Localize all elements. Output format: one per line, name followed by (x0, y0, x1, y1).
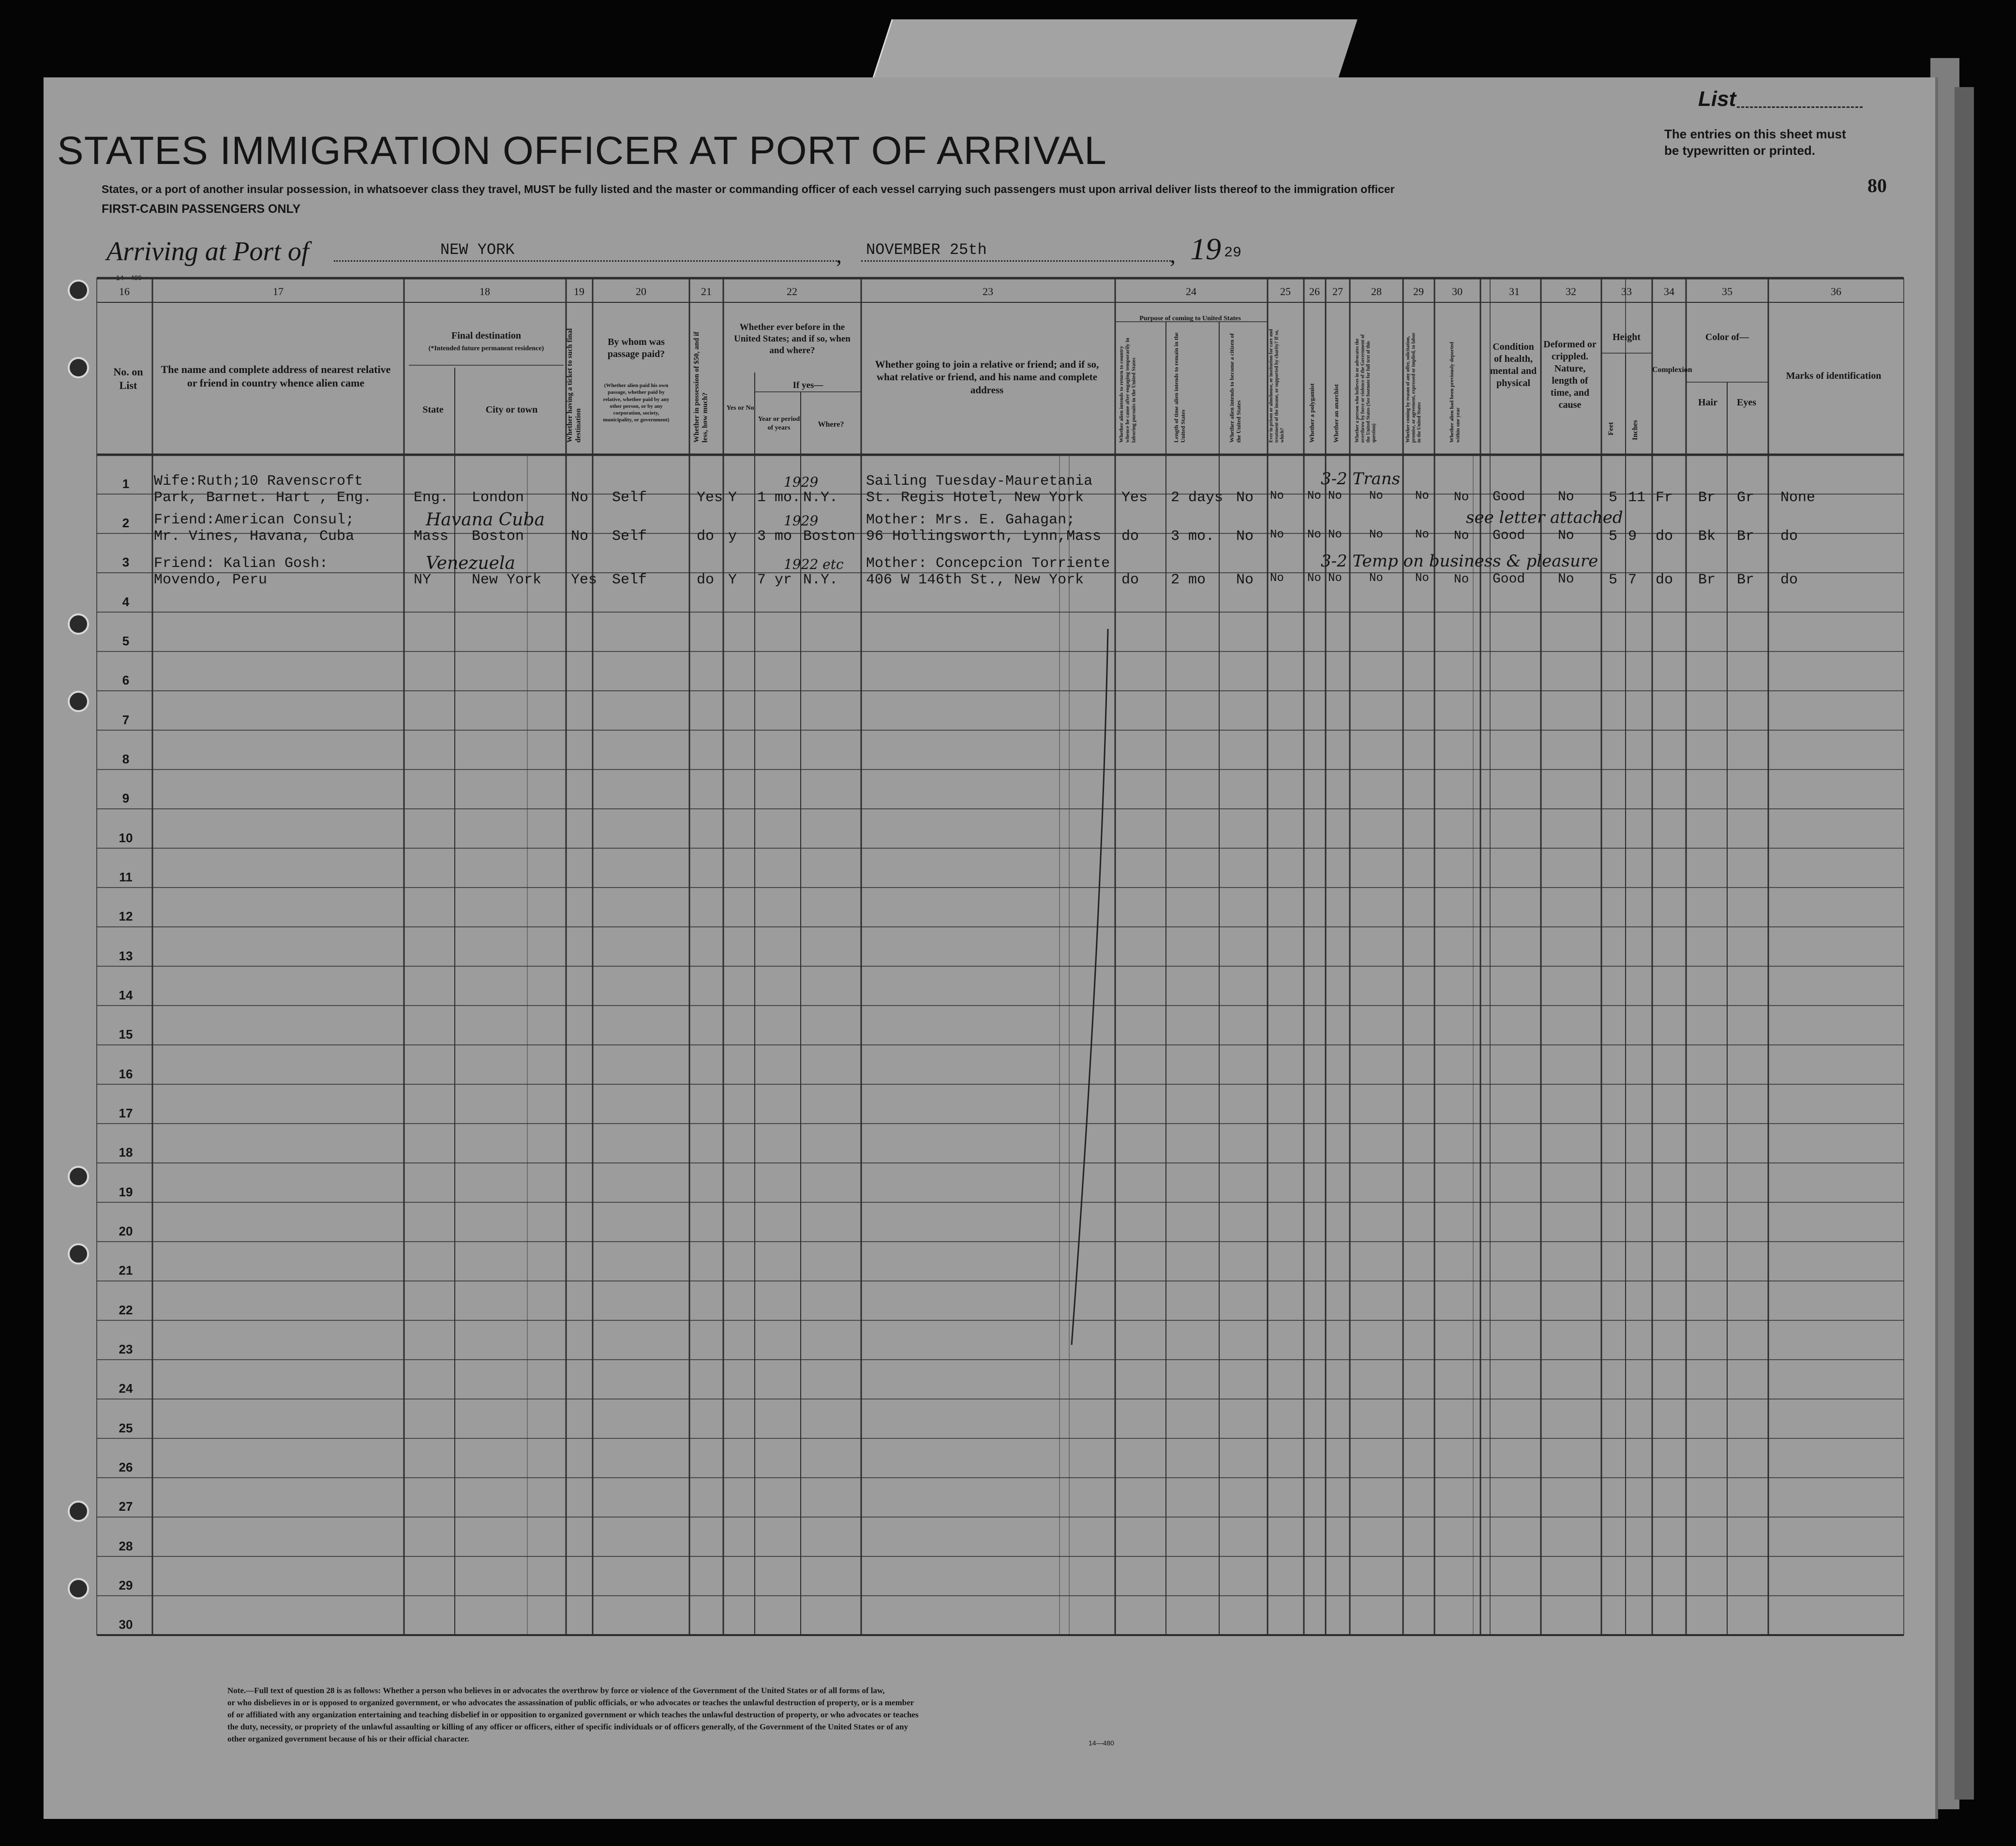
header-before-in-us: Whether ever before in the United States; and if so, when and where? (734, 322, 851, 356)
relative-address: Mr. Vines, Havana, Cuba (154, 528, 355, 545)
row-number: 12 (119, 909, 133, 924)
header-eyes: Eyes (1737, 397, 1756, 408)
hair-color: Br (1698, 490, 1716, 506)
row-number: 22 (119, 1302, 133, 1317)
identification-marks: do (1780, 528, 1798, 545)
deported-value: No (1454, 572, 1469, 586)
prison-value: No (1270, 528, 1284, 541)
header-if-yes: If yes— (792, 380, 823, 390)
header-question-29: Whether coming by reason of any offer, solicitation, promise, or agreement, expressed or implied, to labor in the United States (1405, 332, 1422, 443)
row-number: 9 (122, 791, 130, 806)
column-number: 33 (1621, 285, 1632, 298)
instruction-text: States, or a port of another insular possession, in whatsoever class they travel, MUST be fully listed and the master or commanding officer of each vessel carrying such passengers must upon arrival deliver lists thereof to the immigration officer (102, 183, 1395, 195)
row-number: 28 (119, 1538, 133, 1553)
column-number: 28 (1371, 285, 1382, 298)
binder-hole (68, 1501, 89, 1522)
column-number: 18 (479, 285, 490, 298)
binder-hole (68, 357, 89, 378)
comma-2: , (1170, 242, 1176, 268)
header-anarchist: Whether an anarchist (1332, 384, 1340, 443)
deported-value: No (1454, 528, 1469, 543)
money-value: Yes (697, 490, 723, 506)
period-value: 7 yr (757, 572, 792, 588)
header-no-on-list: No. on List (113, 366, 143, 391)
header-feet: Feet (1607, 422, 1615, 435)
pencil-mark (1072, 629, 1108, 1345)
header-state: State (422, 404, 444, 415)
row-number: 8 (122, 752, 130, 767)
health-value: Good (1493, 572, 1525, 587)
row-number: 25 (119, 1420, 133, 1435)
row-number: 1 (122, 476, 130, 491)
identification-marks: do (1780, 572, 1798, 588)
row-number: 5 (122, 634, 130, 649)
row-number: 20 (119, 1224, 133, 1239)
header-color-of: Color of— (1705, 332, 1749, 342)
handwritten-note: see letter attached (1466, 508, 1623, 527)
column-number: 24 (1186, 285, 1196, 298)
header-year-period: Year or period of years (758, 416, 800, 432)
deformed-value: No (1558, 528, 1574, 543)
eye-color: Gr (1737, 490, 1755, 506)
sheet-number: 80 (1867, 175, 1887, 196)
height-feet: 5 (1609, 490, 1618, 506)
height-inches: 7 (1628, 572, 1637, 588)
column-number: 36 (1831, 285, 1841, 298)
header-health: Condition of health, mental and physical (1490, 342, 1537, 388)
handwritten-note: 3-2 Temp on business & pleasure (1321, 551, 1598, 571)
header-money: Whether in possession of $50, and if less, how much? (693, 331, 709, 443)
row-number: 3 (122, 555, 130, 570)
column-number: 32 (1566, 285, 1576, 298)
join-relative: Mother: Concepcion Torriente (866, 555, 1110, 572)
eye-color: Br (1737, 572, 1755, 588)
header-nearest-relative: The name and complete address of nearest relative or friend in country whence alien came (161, 363, 391, 389)
prison-value: No (1270, 490, 1284, 503)
port-value: NEW YORK (440, 241, 515, 259)
footnote-form-code: 14—480 (1089, 1739, 1114, 1747)
destination-state: Eng. (414, 490, 449, 506)
passage-paid-by: Self (612, 572, 647, 588)
column-number: 31 (1509, 285, 1520, 298)
where-value: Boston (803, 528, 856, 545)
citizen-intent: No (1236, 490, 1254, 506)
anarchist-value: No (1328, 572, 1342, 585)
header-hair: Hair (1698, 397, 1717, 408)
before-in-us: y (728, 528, 737, 545)
binder-hole (68, 1166, 89, 1187)
row-number: 18 (119, 1145, 133, 1160)
question-28-value: No (1369, 528, 1383, 541)
column-number: 16 (119, 285, 130, 298)
column-number: 35 (1722, 285, 1732, 298)
arriving-label: Arriving at Port of (106, 237, 309, 267)
footnote-line-4: the duty, necessity, or propriety of the unlawful assaulting or killing of any officer or officers, either of specific individuals or of officers generally, of the Government of the United States or of any (227, 1722, 908, 1731)
health-value: Good (1493, 490, 1525, 505)
header-passage-paid: By whom was passage paid? (607, 337, 665, 359)
money-value: do (697, 572, 715, 588)
binder-hole (68, 1578, 89, 1599)
complexion-value: do (1656, 572, 1673, 588)
height-feet: 5 (1609, 572, 1618, 588)
row-number: 13 (119, 948, 133, 963)
comma-1: , (836, 242, 842, 268)
money-value: do (697, 528, 715, 545)
return-intent: do (1121, 528, 1139, 545)
header-passage-note: (Whether alien paid his own passage, whether paid by relative, whether paid by any other person, or by any corporation, society, municipality, or government) (603, 383, 670, 423)
question-28-value: No (1369, 572, 1383, 585)
column-number: 22 (787, 285, 797, 298)
binder-hole (68, 613, 89, 635)
binder-hole (68, 1243, 89, 1265)
column-number: 21 (701, 285, 712, 298)
header-city: City or town (485, 404, 538, 415)
length-of-stay: 3 mo. (1171, 528, 1215, 545)
header-final-destination-note: (*Intended future permanent residence) (428, 345, 544, 352)
anarchist-value: No (1328, 528, 1342, 541)
deformed-value: No (1558, 490, 1574, 505)
relative-address: Park, Barnet. Hart , Eng. (154, 490, 372, 506)
height-inches: 11 (1628, 490, 1646, 506)
year-suffix: 29 (1224, 245, 1242, 261)
passage-paid-by: Self (612, 528, 647, 545)
column-number: 29 (1413, 285, 1424, 298)
deformed-value: No (1558, 572, 1574, 587)
before-in-us: Y (728, 572, 737, 588)
header-final-destination: Final destination (451, 330, 521, 341)
length-of-stay: 2 days (1171, 490, 1224, 506)
row-number: 2 (122, 516, 130, 531)
row-number: 24 (119, 1381, 133, 1396)
citizen-intent: No (1236, 572, 1254, 588)
question-29-value: No (1415, 490, 1429, 503)
header-polygamist: Whether a polygamist (1308, 383, 1315, 443)
relative-address: Wife:Ruth;10 Ravenscroft (154, 473, 363, 490)
destination-state: Mass (414, 528, 449, 545)
row-number: 11 (119, 870, 133, 885)
footnote-line-1: Note.—Full text of question 28 is as follows: Whether a person who believes in or advocates the overthrow by force or violence of the Government of the United States or of all forms of law, (227, 1686, 885, 1695)
citizen-intent: No (1236, 528, 1254, 545)
typewritten-note-1: The entries on this sheet must (1664, 127, 1846, 141)
passage-paid-by: Self (612, 490, 647, 506)
length-of-stay: 2 mo (1171, 572, 1206, 588)
return-intent: Yes (1121, 490, 1148, 506)
header-question-28: Whether a person who believes in or advocates the overthrow by force or violence of the Government of the United States (See footnote for full text of this question) (1355, 334, 1377, 443)
row-number: 23 (119, 1342, 133, 1357)
row-number: 6 (122, 673, 130, 688)
row-number: 14 (119, 988, 133, 1003)
period-handwritten: 1929 (784, 513, 819, 529)
column-number: 34 (1664, 285, 1674, 298)
header-citizen-intent: Whether alien intends to become a citizen of the United States (1228, 333, 1242, 443)
form-code: 14—480 (116, 274, 142, 282)
polygamist-value: No (1307, 572, 1321, 585)
join-relative: Mother: Mrs. E. Gahagan; (866, 512, 1075, 528)
eye-color: Br (1737, 528, 1755, 545)
question-29-value: No (1415, 528, 1429, 541)
polygamist-value: No (1307, 528, 1321, 541)
relative-address: Friend:American Consul; (154, 512, 355, 528)
header-join-relative: Whether going to join a relative or friend; and if so, what relative or friend, and his name and complete address (875, 358, 1099, 396)
row-number: 7 (122, 712, 130, 727)
row-number: 4 (122, 594, 130, 609)
anarchist-value: No (1328, 490, 1342, 503)
health-value: Good (1493, 528, 1525, 543)
header-where: Where? (818, 420, 844, 429)
question-29-value: No (1415, 572, 1429, 585)
column-number: 25 (1280, 285, 1291, 298)
period-handwritten: 1922 etc (784, 556, 844, 572)
row-number: 30 (119, 1617, 133, 1632)
header-purpose: Purpose of coming to United States (1139, 315, 1241, 322)
row-number: 19 (119, 1184, 133, 1199)
header-yes-no: Yes or No (726, 404, 754, 412)
header-ticket: Whether having a ticket to such final destination (566, 328, 582, 443)
header-complexion: Complexion (1652, 366, 1692, 374)
before-in-us: Y (728, 490, 737, 506)
return-intent: do (1121, 572, 1139, 588)
row-number: 17 (119, 1106, 133, 1121)
row-number: 10 (119, 830, 133, 845)
column-number: 26 (1309, 285, 1320, 298)
row-number: 21 (119, 1263, 133, 1278)
ticket-value: Yes (571, 572, 597, 588)
destination-city: London (472, 490, 524, 506)
identification-marks: None (1780, 490, 1816, 506)
where-value: N.Y. (803, 490, 838, 506)
row-number: 16 (119, 1066, 133, 1081)
header-deformed: Deformed or crippled. Nature, length of time, and cause (1543, 339, 1597, 410)
class-note: FIRST-CABIN PASSENGERS ONLY (102, 202, 301, 216)
hair-color: Bk (1698, 528, 1716, 545)
where-value: N.Y. (803, 572, 838, 588)
header-prison: Ever in prison or almshouse, or institution for care and treatment of the insane, or supported by charity? If so, which? (1269, 329, 1285, 443)
period-handwritten: 1929 (784, 474, 819, 490)
question-28-value: No (1369, 490, 1383, 503)
hair-color: Br (1698, 572, 1716, 588)
page-title: STATES IMMIGRATION OFFICER AT PORT OF ARRIVAL (57, 129, 1107, 173)
ticket-value: No (571, 490, 589, 506)
join-relative: 406 W 146th St., New York (866, 572, 1084, 588)
header-inches: Inches (1631, 420, 1639, 440)
column-number: 20 (636, 285, 646, 298)
polygamist-value: No (1307, 490, 1321, 503)
period-value: 1 mo. (757, 490, 801, 506)
footnote-line-5: other organized government because of his or their official character. (227, 1734, 469, 1743)
destination-city: New York (472, 572, 542, 588)
list-label: List (1698, 87, 1736, 111)
ticket-value: No (571, 528, 589, 545)
row-number: 27 (119, 1499, 133, 1514)
header-length-of-stay: Length of time alien intends to remain in the United States (1173, 332, 1186, 443)
column-number: 23 (983, 285, 993, 298)
header-return-intent: Whether alien intends to return to country whence he came after engaging temporarily in laboring pursuits in the United States (1119, 338, 1137, 443)
header-deported: Whether alien had been previously deported within one year (1449, 342, 1461, 443)
prison-value: No (1270, 572, 1284, 585)
join-relative: St. Regis Hotel, New York (866, 490, 1084, 506)
deported-value: No (1454, 490, 1469, 504)
header-height: Height (1613, 332, 1641, 342)
complexion-value: do (1656, 528, 1673, 545)
year-prefix: 19 (1190, 232, 1221, 266)
date-value: NOVEMBER 25th (866, 241, 987, 259)
height-inches: 9 (1628, 528, 1637, 545)
relative-address: Movendo, Peru (154, 572, 268, 588)
binder-hole (68, 691, 89, 712)
header-marks: Marks of identification (1786, 371, 1882, 381)
destination-handwritten: Havana Cuba (426, 510, 545, 530)
join-relative: 96 Hollingsworth, Lynn,Mass (866, 528, 1102, 545)
join-relative: Sailing Tuesday-Mauretania (866, 473, 1093, 490)
row-number: 15 (119, 1027, 133, 1042)
row-number: 29 (119, 1578, 133, 1593)
binder-hole (68, 280, 89, 301)
typewritten-note-2: be typewritten or printed. (1664, 143, 1816, 158)
column-number: 17 (273, 285, 284, 298)
footnote-line-2: or who disbelieves in or is opposed to organized government, or who advocates the assassination of public officials, or who advocates or teaches the unlawful destruction of property, or is a member (227, 1698, 914, 1707)
period-value: 3 mo (757, 528, 792, 545)
complexion-value: Fr (1656, 490, 1673, 506)
height-feet: 5 (1609, 528, 1618, 545)
column-number: 27 (1332, 285, 1343, 298)
column-number: 19 (574, 285, 584, 298)
row-number: 26 (119, 1460, 133, 1475)
handwritten-note: 3-2 Trans (1321, 469, 1401, 489)
footnote-line-3: of or affiliated with any organization entertaining and teaching disbelief in or opposition to organized government or which teaches the unlawful destruction of property, or who advocates or teaches (227, 1710, 919, 1719)
destination-state: NY (414, 572, 432, 588)
destination-handwritten: Venezuela (426, 553, 515, 573)
relative-address: Friend: Kalian Gosh: (154, 555, 329, 572)
column-number: 30 (1452, 285, 1463, 298)
destination-city: Boston (472, 528, 524, 545)
